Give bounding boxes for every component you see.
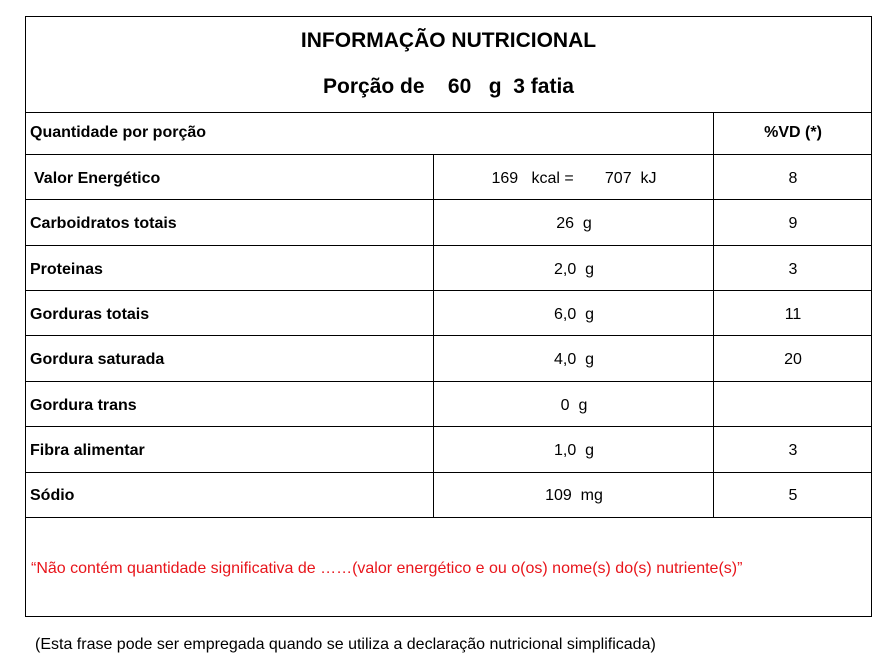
nutrient-quantity: 6,0 g bbox=[553, 306, 595, 323]
nutrient-vd: 3 bbox=[788, 442, 798, 459]
nutrient-name: Carboidratos totais bbox=[30, 215, 177, 232]
divider bbox=[26, 154, 871, 155]
nutrient-name: Gordura trans bbox=[30, 397, 137, 414]
column-divider bbox=[713, 112, 714, 517]
quantity-per-portion-header: Quantidade por porção bbox=[30, 124, 207, 141]
divider bbox=[26, 245, 871, 246]
nutrient-vd: 5 bbox=[788, 487, 798, 504]
nutrient-name: Gorduras totais bbox=[30, 306, 150, 323]
nutrient-name: Sódio bbox=[30, 487, 75, 504]
divider bbox=[26, 381, 871, 382]
nutrient-name: Proteinas bbox=[30, 261, 103, 278]
nutrient-quantity: 0 g bbox=[560, 397, 588, 414]
portion-size: Porção de 60 g 3 fatia bbox=[323, 75, 574, 98]
divider bbox=[26, 290, 871, 291]
nutrient-name: Fibra alimentar bbox=[30, 442, 145, 459]
nutrition-facts-table bbox=[25, 16, 872, 617]
nutrient-quantity: 4,0 g bbox=[553, 351, 595, 368]
nutrient-quantity: 109 mg bbox=[545, 487, 603, 504]
disclaimer-note: “Não contém quantidade significativa de ……(valor energético e ou o(os) nome(s) do(s) nutriente(s)” bbox=[31, 560, 743, 577]
nutrient-quantity: 2,0 g bbox=[553, 261, 595, 278]
nutrient-quantity: 169 kcal = 707 kJ bbox=[491, 170, 657, 187]
divider bbox=[26, 335, 871, 336]
nutrient-vd: 3 bbox=[788, 261, 798, 278]
nutrient-quantity: 26 g bbox=[556, 215, 592, 232]
divider bbox=[26, 472, 871, 473]
nutrient-vd: 8 bbox=[788, 170, 798, 187]
table-title: INFORMAÇÃO NUTRICIONAL bbox=[300, 29, 597, 52]
divider bbox=[26, 112, 871, 113]
divider bbox=[26, 517, 871, 518]
nutrient-vd: 20 bbox=[784, 351, 802, 368]
footer-note: (Esta frase pode ser empregada quando se utiliza a declaração nutricional simplificada) bbox=[35, 636, 656, 653]
vd-header: %VD (*) bbox=[764, 124, 822, 141]
nutrient-quantity: 1,0 g bbox=[553, 442, 595, 459]
nutrient-vd: 11 bbox=[784, 306, 802, 323]
nutrient-vd: 9 bbox=[788, 215, 798, 232]
divider bbox=[26, 199, 871, 200]
nutrient-name: Gordura saturada bbox=[30, 351, 165, 368]
nutrient-name: Valor Energético bbox=[34, 170, 161, 187]
column-divider bbox=[433, 154, 434, 517]
divider bbox=[26, 426, 871, 427]
